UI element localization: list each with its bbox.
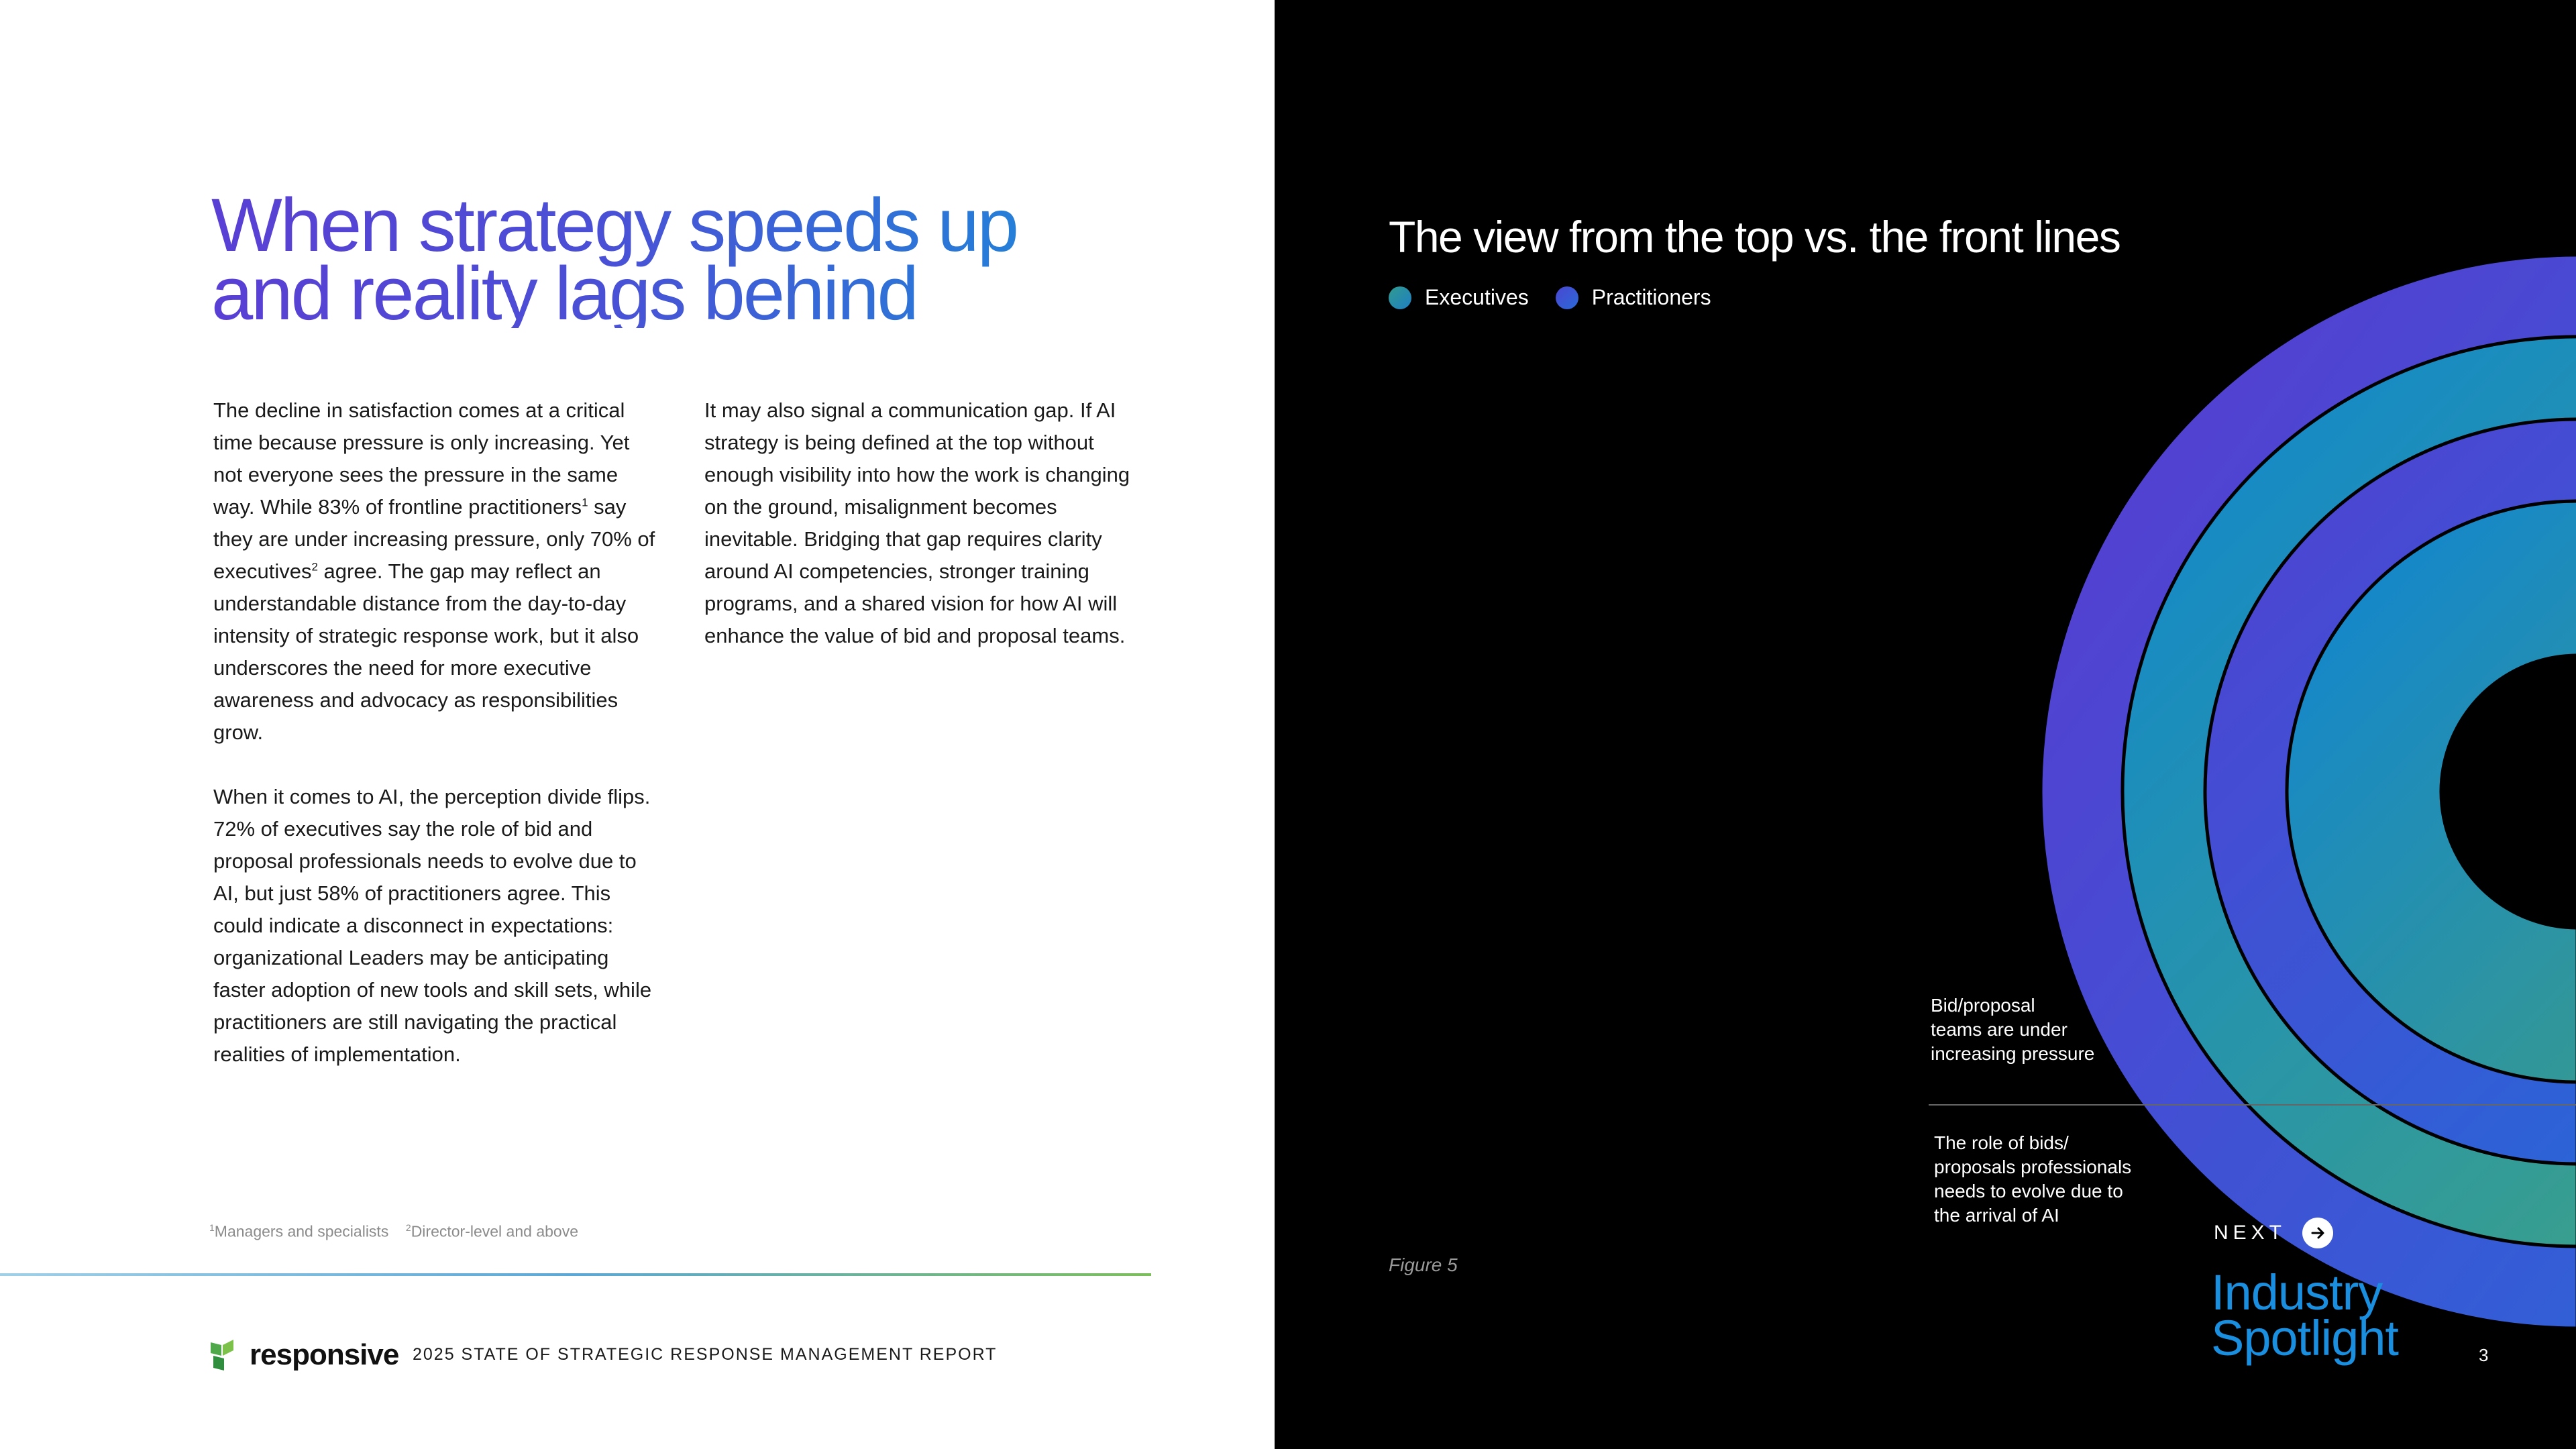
category-label-ai: The role of bids/ proposals professionals needs to evolve due to the arrival of AI xyxy=(1934,1132,2132,1226)
report-title: 2025 STATE OF STRATEGIC RESPONSE MANAGEMENT REPORT xyxy=(413,1345,998,1364)
footnote-2: Director-level and above xyxy=(411,1222,578,1240)
logo-icon xyxy=(209,1338,241,1372)
title-line-2: and reality lags behind xyxy=(211,252,917,335)
title-line-1: When strategy speeds up xyxy=(211,183,1018,267)
brand-name: responsive xyxy=(250,1338,399,1371)
arrow-right-icon[interactable] xyxy=(2302,1218,2333,1248)
chart-panel xyxy=(1275,0,2576,1449)
next-label: NEXT xyxy=(2214,1222,2287,1244)
radial-bar-chart xyxy=(1275,0,2576,1449)
divider xyxy=(0,1273,1151,1276)
footnote-number-1: 1 xyxy=(209,1222,215,1233)
page-title xyxy=(211,183,1083,335)
chart-title: The view from the top vs. the front lines xyxy=(1389,212,2121,262)
paragraph-ai-divide: When it comes to AI, the perception divide flips. 72% of executives say the role of bid and proposal professionals needs to evolve due to AI, but just 58% of practitioners agree. This could indicate a disconnect in expectations: organizational Leaders may be anticipating faster adoption of new tools and skill sets, while practitioners are still navigating the practical realities of implementation. xyxy=(213,785,652,1066)
brand-logo xyxy=(209,1338,398,1372)
legend-label-practitioners: Practitioners xyxy=(1591,285,1711,309)
paragraph-communication-gap: It may also signal a communication gap. If AI strategy is being defined at the top without enough visibility into how the work is changing on the ground, misalignment becomes inevitable. Bridging that gap requires clarity around AI competencies, stronger training programs, and a shared vision for how AI will enhance the value of bid and proposal teams. xyxy=(704,398,1130,647)
next-link[interactable] xyxy=(2214,1218,2333,1248)
footnote-1: Managers and specialists xyxy=(214,1222,389,1240)
category-label-pressure: Bid/proposal teams are under increasing pressure xyxy=(1931,995,2095,1064)
footnotes xyxy=(209,1222,578,1241)
paragraph-pressure: The decline in satisfaction comes at a critical time because pressure is only increasing. Yet not everyone sees the pressure in the same way. While 83% of frontline practitioners$^1$ say they are under increasing pressure, only 70% of executives$^2$ agree. The gap may reflect an understandable distance from the day-to-day intensity of strategic response work, but it also underscores the need for more executive awareness and advocacy as responsibilities grow. xyxy=(213,398,655,744)
legend-label-executives: Executives xyxy=(1425,285,1529,309)
page-number: 3 xyxy=(2479,1345,2489,1365)
figure-caption: Figure 5 xyxy=(1389,1254,1458,1275)
next-section-link[interactable]: Industry Spotlight xyxy=(2211,1265,2398,1366)
footnote-number-2: 2 xyxy=(405,1222,411,1233)
body-column-1 xyxy=(213,394,656,1103)
footnote-ref-1: 1 xyxy=(582,496,588,509)
body-column-2 xyxy=(704,394,1147,684)
text-panel xyxy=(0,0,1275,1449)
footnote-ref-2: 2 xyxy=(311,560,318,574)
category-divider xyxy=(1929,1104,2576,1106)
